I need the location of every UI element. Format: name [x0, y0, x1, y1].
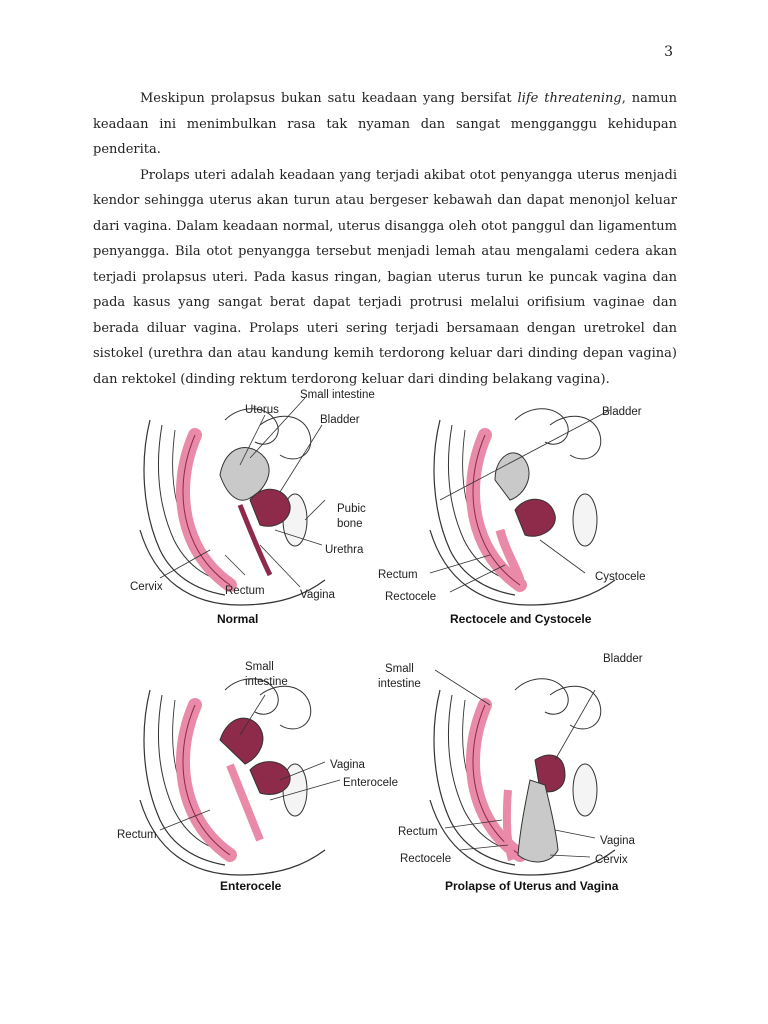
panel-normal [130, 389, 375, 626]
label-cystocele-2: Cystocele [595, 571, 646, 583]
label-rectum-3: Rectum [117, 829, 157, 841]
label-bladder-2: Bladder [602, 406, 642, 418]
label-bone: bone [337, 518, 363, 530]
label-rectocele-4: Rectocele [400, 853, 452, 865]
label-intestine-3: intestine [245, 676, 288, 688]
paragraph-1: Meskipun prolapsus bukan satu keadaan yang bersifat life threatening, namun keadaan ini menimbulkan rasa tak nyaman dan sangat mengganggu kehidupan penderita. [93, 91, 677, 157]
caption-prolapse: Prolapse of Uterus and Vagina [445, 879, 619, 893]
emphasis-text: life threatening [517, 91, 622, 106]
caption-enterocele: Enterocele [220, 879, 282, 893]
label-bladder: Bladder [320, 414, 360, 426]
label-rectocele-2: Rectocele [385, 591, 437, 603]
label-pubic: Pubic [337, 503, 366, 515]
paragraph-2: Prolaps uteri adalah keadaan yang terjadi akibat otot penyangga uterus menjadi kendor sehingga uterus akan turun atau bergeser kebawah dan dapat menonjol keluar dari vagina. Dalam keadaan normal, uterus disangga oleh otot panggul dan ligamentum penyangga. Bila otot penyangga tersebut menjadi lemah atau mengalami cedera akan terjadi prolapsus uteri. Pada kasus ringan, bagian uterus turun ke puncak vagina dan pada kasus yang sangat berat dapat terjadi protrusi melalui orifisium vaginae dan berada diluar vagina. Prolaps uteri sering terjadi bersamaan dengan uretrokel dan sistokel (urethra dan atau kandung kemih terdorong keluar dari dinding depan vagina) dan rektokel (dinding rektum terdorong keluar dari dinding belakang vagina). [93, 167, 677, 387]
panel-enterocele [117, 661, 398, 893]
label-small-intestine: Small intestine [300, 389, 375, 401]
label-small-4: Small [385, 663, 414, 675]
label-vagina-3: Vagina [330, 759, 365, 771]
label-cervix-4: Cervix [595, 854, 628, 866]
label-rectum: Rectum [225, 585, 265, 597]
label-urethra: Urethra [325, 544, 364, 556]
page-number: 3 [664, 44, 673, 60]
label-rectum-2: Rectum [378, 569, 418, 581]
label-vagina-4: Vagina [600, 835, 635, 847]
caption-normal: Normal [217, 612, 259, 626]
label-small-3: Small [245, 661, 274, 673]
caption-rectocele-cystocele: Rectocele and Cystocele [450, 612, 592, 626]
anatomy-figure [100, 380, 660, 893]
label-bladder-4: Bladder [603, 653, 643, 665]
label-vagina: Vagina [300, 589, 335, 601]
label-enterocele-3: Enterocele [343, 777, 398, 789]
label-rectum-4: Rectum [398, 826, 438, 838]
panel-rectocele-cystocele [378, 406, 646, 626]
body-text [93, 86, 677, 392]
panel-prolapse [378, 653, 643, 893]
label-cervix: Cervix [130, 581, 163, 593]
label-uterus: Uterus [245, 404, 279, 416]
label-intestine-4: intestine [378, 678, 421, 690]
